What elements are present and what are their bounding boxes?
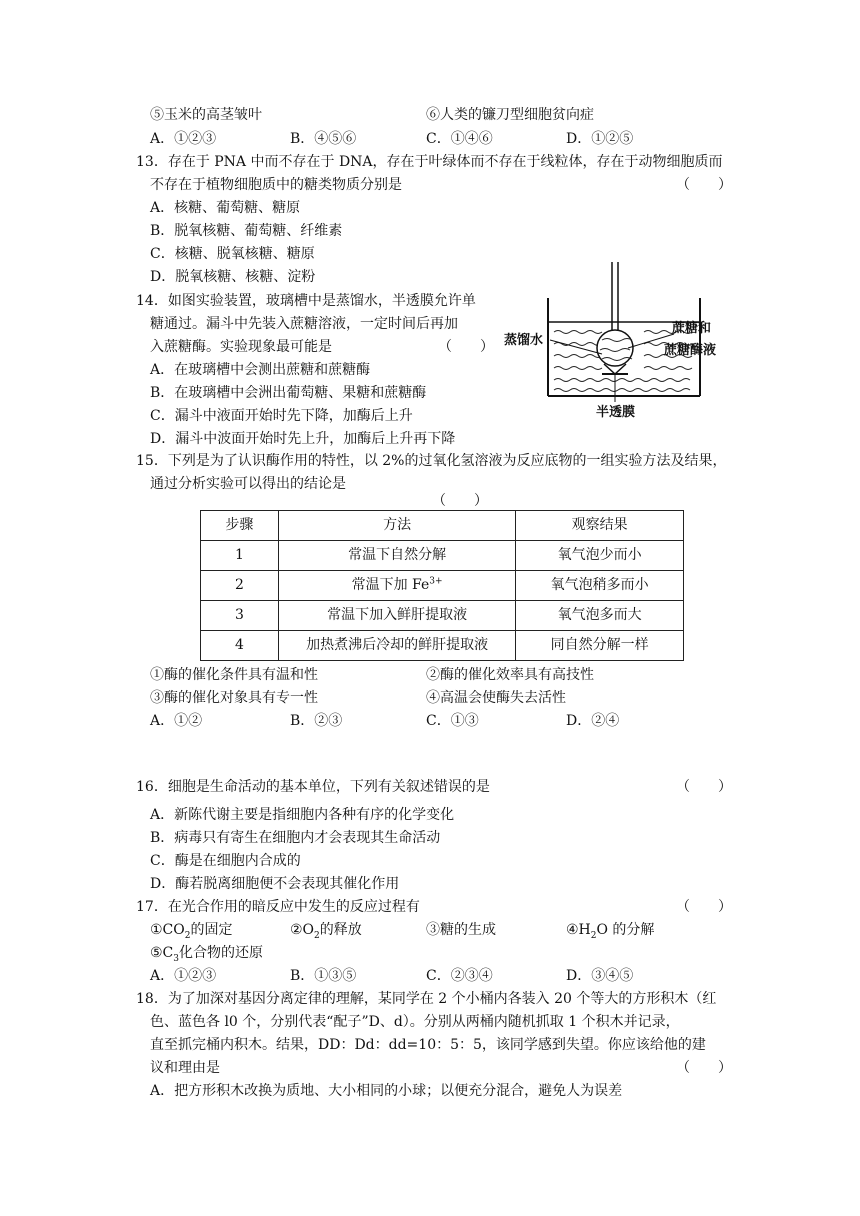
q17-item-4 (566, 919, 654, 941)
q17-item-4-b: O 的分解 (596, 922, 655, 938)
label-distilled-water: 蒸馏水 (504, 333, 544, 348)
q17-item-1-b: 的固定 (190, 922, 233, 938)
q17-item-5-a: ⑤C (150, 945, 174, 961)
table-row (201, 571, 684, 601)
q18-stem-line-4: 议和理由是 (150, 1060, 220, 1076)
q16-option-c: C．酶是在细胞内合成的 (150, 853, 301, 869)
q14-option-c: C．漏斗中液面开始时先下降，加酶后上升 (150, 408, 413, 424)
experiment-table (200, 510, 684, 661)
label-semipermeable-membrane: 半透膜 (596, 405, 636, 420)
q14-stem-line-2: 糖通过。漏斗中先装入蔗糖溶液，一定时间后再加 (150, 316, 458, 332)
q17-option-c: C．②③④ (426, 968, 493, 984)
ion-charge: 3+ (429, 576, 443, 587)
q15-option-d: D．②④ (566, 713, 620, 729)
q12-option-d: D．①②⑤ (566, 131, 634, 147)
q13-option-d: D．脱氧核糖、核糖、淀粉 (150, 269, 316, 285)
q14-option-b: B．在玻璃槽中会洲出葡萄糖、果糖和蔗糖酶 (150, 385, 427, 401)
funnel (597, 262, 633, 374)
q13-option-a: A．核糖、葡萄糖、糖原 (150, 200, 301, 216)
label-sucrase-solution: 蔗糖酶液 (664, 343, 717, 358)
q14-stem-line-1: 14．如图实验装置，玻璃槽中是蒸馏水，半透膜允许单 (136, 293, 476, 309)
q17-option-d: D．③④⑤ (566, 968, 634, 984)
method-text: 常温下自然分解 (348, 547, 447, 563)
q13-stem-line-2: 不存在于植物细胞质中的糖类物质分别是 (150, 177, 402, 193)
q17-item-4-a: ④H (566, 922, 591, 938)
table-row (201, 541, 684, 571)
step-cell: 2 (201, 571, 279, 601)
q13-stem-line-1: 13．存在于 PNA 中而不存在于 DNA，存在于叶绿体而不存在于线粒体，存在于动物细胞质而 (136, 154, 723, 170)
q12-item-6: ⑥人类的镰刀型细胞贫向症 (426, 107, 594, 123)
method-cell (278, 571, 516, 601)
q17-answer-blank: （ ） (676, 899, 732, 915)
q13-option-b: B．脱氧核糖、葡萄糖、纤维素 (150, 223, 343, 239)
q16-stem: 16．细胞是生命活动的基本单位，下列有关叙述错误的是 (136, 779, 490, 795)
q17-item-2-a: ②O (290, 922, 315, 938)
subscript: 2 (590, 930, 597, 941)
q16-answer-blank: （ ） (676, 779, 732, 795)
table-row (201, 601, 684, 631)
q17-option-b: B．①③⑤ (290, 968, 357, 984)
q12-option-c: C．①④⑥ (426, 131, 493, 147)
q13-answer-blank: （ ） (676, 177, 732, 193)
q17-item-1 (150, 919, 232, 941)
q13-option-c: C．核糖、脱氧核糖、糖原 (150, 246, 315, 262)
q15-statement-4: ④高温会使酶失去活性 (426, 690, 566, 706)
osmosis-apparatus-diagram (498, 258, 738, 438)
q17-item-5 (150, 942, 263, 964)
method-text: 加热煮沸后冷却的鲜肝提取液 (306, 637, 489, 653)
method-text: 常温下加入鲜肝提取液 (327, 607, 468, 623)
q17-item-3: ③糖的生成 (426, 922, 496, 938)
label-sucrose-and: 蔗糖和 (672, 321, 712, 336)
step-cell: 3 (201, 601, 279, 631)
q12-option-a: A．①②③ (150, 131, 217, 147)
q15-statement-2: ②酶的催化效率具有高技性 (426, 667, 594, 683)
q15-option-a: A．①② (150, 713, 203, 729)
q17-stem: 17．在光合作用的暗反应中发生的反应过程有 (136, 899, 420, 915)
subscript: 3 (173, 953, 179, 964)
header-result: 观察结果 (516, 511, 684, 541)
q15-answer-blank: （ ） (432, 493, 488, 509)
q18-answer-blank: （ ） (676, 1060, 732, 1076)
q15-option-c: C．①③ (426, 713, 479, 729)
method-text: 常温下加 Fe (351, 577, 430, 593)
q18-option-a: A．把方形积木改换为质地、大小相同的小球；以便充分混合，避免人为误差 (150, 1083, 623, 1099)
q17-item-2-b: 的释放 (319, 922, 362, 938)
q18-stem-line-2: 色、蓝色各 l0 个，分别代表“配子”D、d）。分别从两桶内随机抓取 1 个积木并记录， (150, 1014, 680, 1030)
q15-statement-1: ①酶的催化条件具有温和性 (150, 667, 318, 683)
q16-option-a: A．新陈代谢主要是指细胞内各种有序的化学变化 (150, 807, 455, 823)
q14-answer-blank: （ ） (438, 339, 494, 355)
q14-option-a: A．在玻璃槽中会测出蔗糖和蔗糖酶 (150, 362, 371, 378)
subscript: 2 (184, 930, 191, 941)
q14-stem-line-3: 入蔗糖酶。实验现象最可能是 (150, 339, 332, 355)
step-cell: 1 (201, 541, 279, 571)
q17-item-5-b: 化合物的还原 (179, 945, 263, 961)
result-cell: 氧气泡多而大 (516, 601, 684, 631)
table-header-row (201, 511, 684, 541)
step-cell: 4 (201, 631, 279, 661)
q15-option-b: B．②③ (290, 713, 343, 729)
q15-statement-3: ③酶的催化对象具有专一性 (150, 690, 318, 706)
result-cell: 氧气泡少而小 (516, 541, 684, 571)
q12-item-5: ⑤玉米的高茎皱叶 (150, 107, 262, 123)
header-method: 方法 (278, 511, 516, 541)
q16-option-d: D．酶若脱离细胞便不会表现其催化作用 (150, 876, 400, 892)
method-cell (278, 631, 516, 661)
q15-stem-line-2: 通过分析实验可以得出的结论是 (150, 476, 346, 492)
q17-option-a: A．①②③ (150, 968, 217, 984)
q17-item-2 (290, 919, 362, 941)
header-step: 步骤 (201, 511, 279, 541)
result-cell: 同自然分解一样 (516, 631, 684, 661)
q18-stem-line-3: 直至抓完桶内积木。结果，DD：Dd：dd=10：5：5，该同学感到失望。你应该给他的建 (150, 1037, 706, 1053)
method-cell (278, 541, 516, 571)
table-row (201, 631, 684, 661)
q15-stem-line-1: 15．下列是为了认识酶作用的特性，以 2%的过氧化氢溶液为反应底物的一组实验方法及结果， (136, 453, 727, 469)
q16-option-b: B．病毒只有寄生在细胞内才会表现其生命活动 (150, 830, 441, 846)
q17-item-1-a: ①CO (150, 922, 185, 938)
q12-option-b: B．④⑤⑥ (290, 131, 357, 147)
q14-option-d: D．漏斗中波面开始时先上升，加酶后上升再下降 (150, 431, 456, 447)
q18-stem-line-1: 18．为了加深对基因分离定律的理解，某同学在 2 个小桶内各装入 20 个等大的方形积木（红 (136, 991, 717, 1007)
subscript: 2 (314, 930, 320, 941)
method-cell (278, 601, 516, 631)
result-cell: 氧气泡稍多而小 (516, 571, 684, 601)
